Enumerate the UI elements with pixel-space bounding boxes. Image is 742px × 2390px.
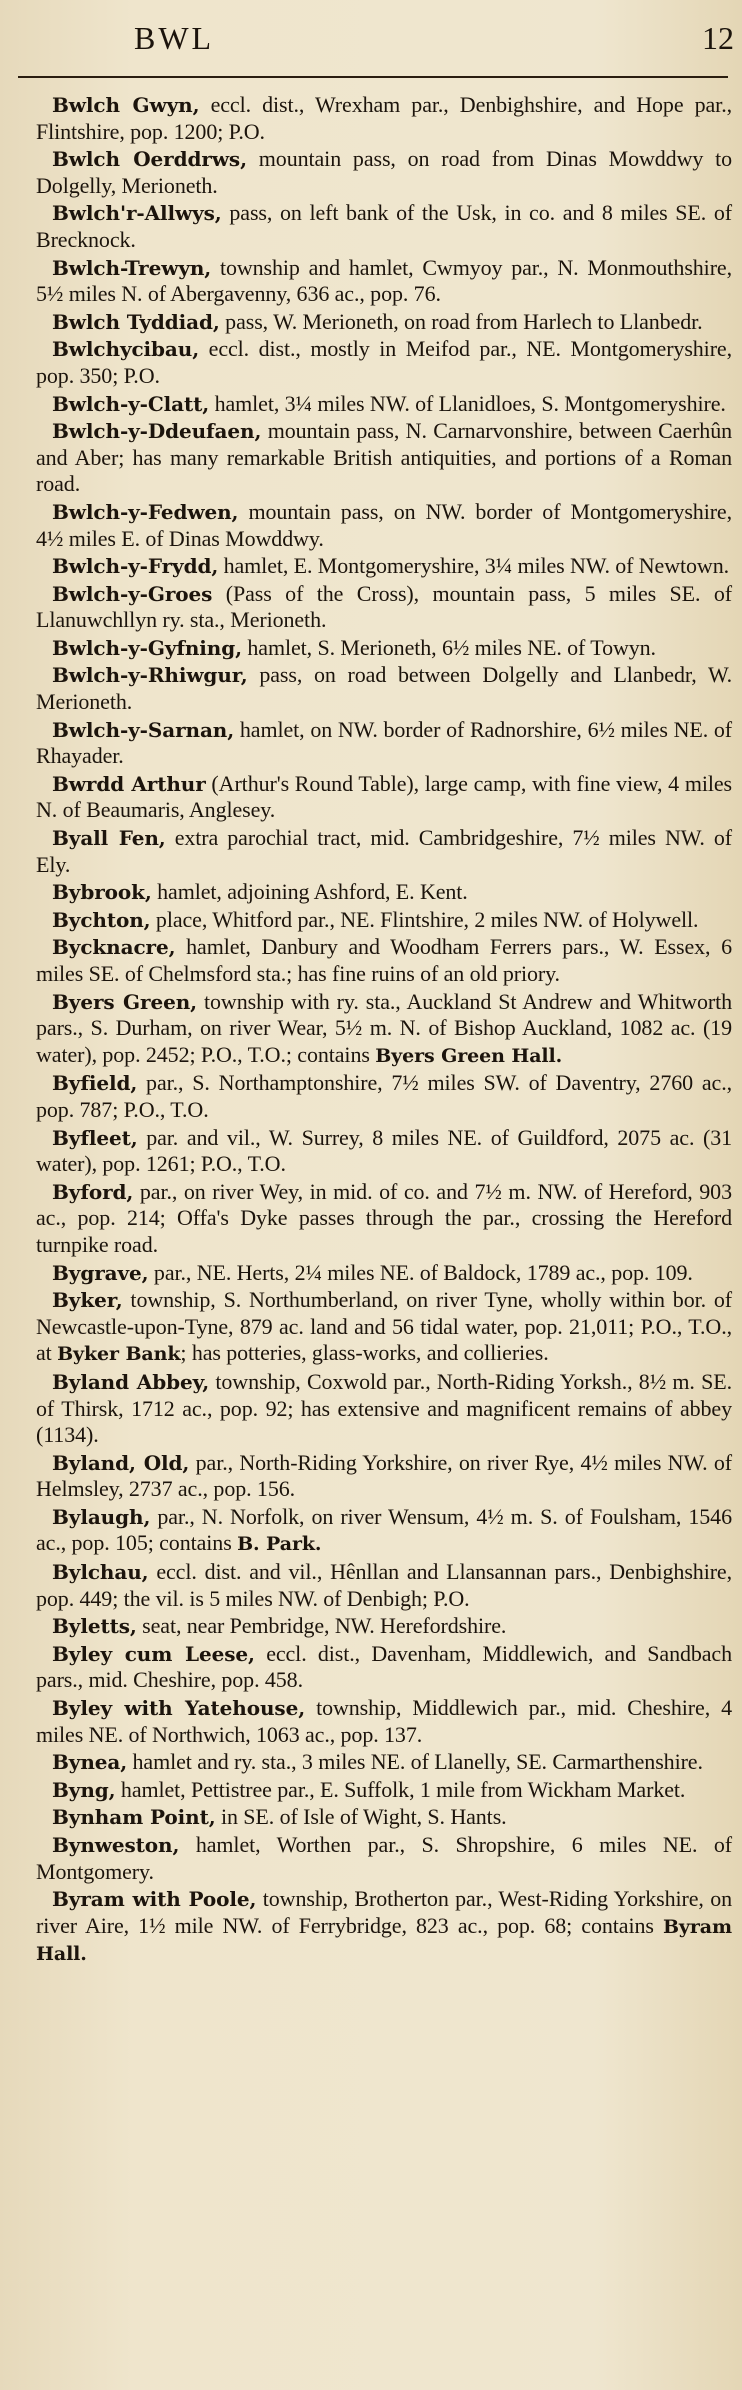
gazetteer-entry bbox=[36, 934, 732, 987]
entry-headword: Byker, bbox=[52, 1288, 123, 1313]
entry-text: (Pass of the Cross), mountain pass, 5 miles SE. of Llanuwchllyn ry. sta., Merioneth. bbox=[36, 580, 732, 633]
entry-text: township, S. Northumberland, on river Tyne, wholly within bor. of Newcastle-upon-Tyne, 879 ac. land and 56 tidal water, pop. 21,011; P.O., T.O., at bbox=[36, 1287, 732, 1366]
entry-text: hamlet, Pettistree par., E. Suffolk, 1 mile from Wickham Market. bbox=[115, 1776, 686, 1802]
entry-headword: Bwlch Oerddrws, bbox=[52, 147, 247, 172]
entry-text: hamlet and ry. sta., 3 miles NE. of Llanelly, SE. Carmarthenshire. bbox=[127, 1749, 703, 1775]
entry-headword: Bygrave, bbox=[52, 1260, 149, 1285]
entry-text: par. and vil., W. Surrey, 8 miles NE. of Guildford, 2075 ac. (31 water), pop. 1261; P.O., T.O. bbox=[36, 1124, 732, 1177]
entry-subheadword: Byker Bank bbox=[57, 1343, 181, 1366]
entry-subheadword: Byers Green Hall. bbox=[375, 1044, 563, 1067]
entry-headword: Bwlch Gwyn, bbox=[52, 93, 200, 117]
gazetteer-entry bbox=[36, 1450, 732, 1503]
entry-headword: Byfield, bbox=[52, 1071, 138, 1096]
gazetteer-entry bbox=[36, 825, 732, 878]
gazetteer-entry bbox=[36, 92, 732, 145]
gazetteer-entry bbox=[36, 255, 732, 308]
gazetteer-entry bbox=[36, 499, 732, 552]
entry-text: pass, on left bank of the Usk, in co. and 8 miles SE. of Brecknock. bbox=[36, 200, 732, 252]
entry-headword: Bycknacre, bbox=[52, 935, 176, 960]
entry-text: hamlet, adjoining Ashford, E. Kent. bbox=[151, 879, 468, 905]
gazetteer-entry bbox=[36, 581, 732, 634]
entry-text: eccl. dist., Wrexham par., Denbighshire, and Hope par., Flintshire, pop. 1200; P.O. bbox=[36, 92, 732, 144]
gazetteer-entry bbox=[36, 1832, 732, 1885]
entry-text: hamlet, Worthen par., S. Shropshire, 6 miles NE. of Montgomery. bbox=[36, 1832, 732, 1884]
entry-text: par., NE. Herts, 2¼ miles NE. of Baldock, 1789 ac., pop. 109. bbox=[148, 1259, 693, 1285]
entry-headword: Bwlch-y-Sarnan, bbox=[52, 717, 235, 742]
entry-headword: Byland, Old, bbox=[52, 1450, 190, 1475]
gazetteer-entry bbox=[36, 1559, 732, 1612]
entry-text: township with ry. sta., Auckland St Andrew and Whitworth pars., S. Durham, on river Wear, 5½ m. N. of Bishop Auckland, 1082 ac. (19 water), pop. 2452; P.O., T.O.; contains bbox=[36, 988, 732, 1067]
gazetteer-entry bbox=[36, 1287, 732, 1368]
entry-headword: Bwlch-y-Groes bbox=[52, 581, 213, 606]
entry-text: extra parochial tract, mid. Cambridgeshire, 7½ miles NW. of Ely. bbox=[36, 825, 732, 877]
gazetteer-entry bbox=[36, 309, 732, 336]
entry-headword: Bwlch-y-Clatt, bbox=[52, 391, 210, 416]
entry-text: hamlet, Danbury and Woodham Ferrers pars., W. Essex, 6 miles SE. of Chelmsford sta.; has fine ruins of an old priory. bbox=[36, 934, 732, 986]
entry-headword: Bwlch-Trewyn, bbox=[52, 255, 212, 280]
header-rule bbox=[18, 76, 728, 78]
entry-headword: Bychton, bbox=[52, 907, 151, 932]
entry-headword: Bwlch Tyddiad, bbox=[52, 309, 220, 334]
entry-headword: Bwlch-y-Fedwen, bbox=[52, 499, 239, 524]
entry-headword: Bylaugh, bbox=[52, 1504, 151, 1529]
entry-text: place, Whitford par., NE. Flintshire, 2 miles NW. of Holywell. bbox=[150, 906, 699, 932]
gazetteer-entry bbox=[36, 662, 732, 715]
gazetteer-entry bbox=[36, 1070, 732, 1123]
gazetteer-entry bbox=[36, 1777, 732, 1804]
entry-headword: Bwrdd Arthur bbox=[52, 771, 206, 796]
entry-text: eccl. dist., mostly in Meifod par., NE. Montgomeryshire, pop. 350; P.O. bbox=[36, 336, 732, 388]
entry-text: township and hamlet, Cwmyoy par., N. Monmouthshire, 5½ miles N. of Abergavenny, 636 ac., pop. 76. bbox=[36, 254, 732, 307]
entry-headword: Byley with Yatehouse, bbox=[52, 1696, 306, 1721]
entry-text: par., North-Riding Yorkshire, on river Rye, 4½ miles NW. of Helmsley, 2737 ac., pop. 156. bbox=[36, 1449, 732, 1502]
entry-headword: Byley cum Leese, bbox=[52, 1641, 255, 1666]
entry-text: pass, W. Merioneth, on road from Harlech to Llanbedr. bbox=[219, 308, 703, 334]
gazetteer-entry bbox=[36, 1804, 732, 1831]
running-head: BWL bbox=[134, 20, 215, 56]
gazetteer-entry bbox=[36, 1504, 732, 1558]
entry-text-tail: ; has potteries, glass-works, and collieries. bbox=[180, 1340, 549, 1366]
gazetteer-entry bbox=[36, 200, 732, 253]
entry-headword: Byletts, bbox=[52, 1614, 137, 1639]
gazetteer-entry bbox=[36, 1369, 732, 1449]
entry-headword: Bybrook, bbox=[52, 880, 152, 905]
gazetteer-entry bbox=[36, 1179, 732, 1259]
entry-headword: Byland Abbey, bbox=[52, 1369, 210, 1394]
gazetteer-entry bbox=[36, 1641, 732, 1694]
entry-headword: Bwlch-y-Rhiwgur, bbox=[52, 663, 248, 688]
entry-text: eccl. dist. and vil., Hênllan and Llansannan pars., Denbighshire, pop. 449; the vil. is 5 miles NW. of Denbigh; P.O. bbox=[36, 1559, 732, 1611]
gazetteer-entry bbox=[36, 907, 732, 934]
entry-text: par., S. Northamptonshire, 7½ miles SW. of Daventry, 2760 ac., pop. 787; P.O., T.O. bbox=[36, 1070, 732, 1122]
gazetteer-entry bbox=[36, 717, 732, 770]
entry-headword: Bwlch'r-Allwys, bbox=[52, 201, 222, 226]
entry-text: eccl. dist., Davenham, Middlewich, and Sandbach pars., mid. Cheshire, pop. 458. bbox=[36, 1640, 732, 1693]
entry-text: par., N. Norfolk, on river Wensum, 4½ m. S. of Foulsham, 1546 ac., pop. 105; contains bbox=[36, 1503, 732, 1556]
gazetteer-entry bbox=[36, 1886, 732, 1968]
entry-headword: Byford, bbox=[52, 1179, 134, 1204]
entry-headword: Bwlchycibau, bbox=[52, 337, 200, 362]
entry-text: township, Middlewich par., mid. Cheshire, 4 miles NE. of Northwich, 1063 ac., pop. 137. bbox=[36, 1695, 732, 1747]
entry-text: in SE. of Isle of Wight, S. Hants. bbox=[215, 1804, 507, 1830]
gazetteer-entry bbox=[36, 989, 732, 1070]
gazetteer-entry bbox=[36, 879, 732, 906]
gazetteer-entry bbox=[36, 391, 732, 418]
entry-text: hamlet, E. Montgomeryshire, 3¼ miles NW. of Newtown. bbox=[218, 553, 730, 579]
entry-text: township, Brotherton par., West-Riding Yorkshire, on river Aire, 1½ mile NW. of Ferrybridge, 823 ac., pop. 68; contains bbox=[36, 1886, 732, 1938]
entry-text: hamlet, 3¼ miles NW. of Llanidloes, S. Montgomeryshire. bbox=[209, 390, 726, 416]
entry-text: hamlet, S. Merioneth, 6½ miles NE. of Towyn. bbox=[242, 634, 656, 660]
gazetteer-entry bbox=[36, 771, 732, 824]
entry-headword: Byram with Poole, bbox=[52, 1887, 257, 1912]
page-header bbox=[0, 0, 742, 82]
gazetteer-entry bbox=[36, 1613, 732, 1640]
entry-subheadword: B. Park. bbox=[237, 1533, 322, 1556]
entry-headword: Byers Green, bbox=[52, 989, 197, 1014]
entry-headword: Bwlch-y-Ddeufaen, bbox=[52, 419, 262, 444]
entry-headword: Byall Fen, bbox=[52, 826, 166, 851]
gazetteer-entry bbox=[36, 635, 732, 662]
entry-text: (Arthur's Round Table), large camp, with fine view, 4 miles N. of Beaumaris, Anglesey. bbox=[36, 770, 732, 823]
entry-headword: Bwlch-y-Gyfning, bbox=[52, 635, 242, 660]
entry-text: mountain pass, on NW. border of Montgomeryshire, 4½ miles E. of Dinas Mowddwy. bbox=[36, 498, 732, 551]
entry-list bbox=[36, 92, 732, 1969]
gazetteer-entry bbox=[36, 1749, 732, 1776]
entry-text: seat, near Pembridge, NW. Herefordshire. bbox=[136, 1613, 507, 1639]
entry-text: mountain pass, N. Carnarvonshire, between Caerhûn and Aber; has many remarkable British antiquities, and portions of a Roman road. bbox=[36, 418, 732, 497]
gazetteer-entry bbox=[36, 1260, 732, 1287]
entry-text: hamlet, on NW. border of Radnorshire, 6½ miles NE. of Rhayader. bbox=[36, 716, 732, 769]
entry-headword: Bynham Point, bbox=[52, 1805, 216, 1830]
gazetteer-entry bbox=[36, 1695, 732, 1748]
entry-headword: Bwlch-y-Frydd, bbox=[52, 554, 219, 579]
entry-headword: Bynweston, bbox=[52, 1833, 180, 1857]
gazetteer-entry bbox=[36, 336, 732, 389]
entry-subheadword: Byram Hall. bbox=[36, 1915, 732, 1966]
gazetteer-entry bbox=[36, 418, 732, 498]
page-number: 12 bbox=[702, 20, 734, 56]
entry-text: par., on river Wey, in mid. of co. and 7½ m. NW. of Hereford, 903 ac., pop. 214; Offa's Dyke passes through the par., crossing the Hereford turnpike road. bbox=[36, 1178, 732, 1257]
gazetteer-entry bbox=[36, 1125, 732, 1178]
entry-headword: Bylchau, bbox=[52, 1560, 149, 1585]
entry-headword: Bynea, bbox=[52, 1750, 128, 1775]
entry-headword: Byng, bbox=[52, 1777, 116, 1802]
entry-text: mountain pass, on road from Dinas Mowddwy to Dolgelly, Merioneth. bbox=[36, 146, 733, 198]
gazetteer-entry bbox=[36, 553, 732, 580]
gazetteer-entry bbox=[36, 146, 732, 199]
entry-text: township, Coxwold par., North-Riding Yorksh., 8½ m. SE. of Thirsk, 1712 ac., pop. 92; has extensive and magnificent remains of abbey (1134). bbox=[36, 1368, 732, 1448]
entry-text: pass, on road between Dolgelly and Llanbedr, W. Merioneth. bbox=[36, 662, 732, 715]
entry-headword: Byfleet, bbox=[52, 1125, 138, 1150]
